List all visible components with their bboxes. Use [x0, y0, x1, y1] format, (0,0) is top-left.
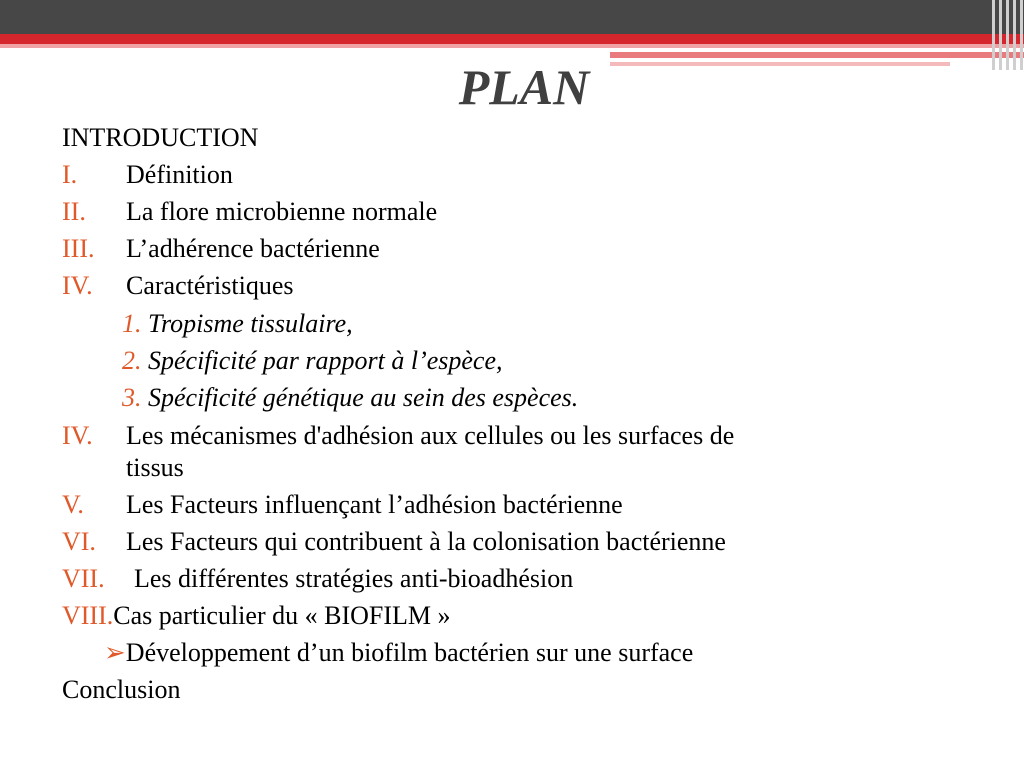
slide-title: PLAN [458, 59, 590, 115]
item-number: IV. [62, 271, 93, 300]
item-number: III. [62, 234, 95, 263]
sub-item-3 [122, 382, 578, 414]
bullet-text: Développement d’un biofilm bactérien sur une surface [125, 638, 694, 667]
item-text: Les Facteurs influençant l’adhésion bactérienne [126, 490, 623, 519]
item-text: L’adhérence bactérienne [126, 234, 380, 263]
sub-item-text: Spécificité génétique au sein des espèces. [148, 383, 579, 412]
sub-item-2 [122, 345, 503, 377]
item-text-continued: tissus [126, 453, 184, 482]
arrow-bullet-icon: ➢ [104, 638, 126, 667]
item-text: Cas particulier du « BIOFILM » [113, 601, 451, 630]
item-number: VII. [62, 564, 105, 593]
sub-item-text: Tropisme tissulaire, [148, 309, 353, 338]
conclusion-line: Conclusion [62, 675, 181, 704]
item-number: V. [62, 490, 84, 519]
top-pink-stripe [0, 44, 1024, 48]
item-number: VI. [62, 527, 96, 556]
item-text: La flore microbienne normale [126, 197, 438, 226]
top-red-stripe [0, 34, 1024, 44]
bullet-item [104, 637, 693, 669]
item-text: Les mécanismes d'adhésion aux cellules ou les surfaces de [126, 421, 735, 450]
item-number: I. [62, 160, 78, 189]
list-item-5 [0, 420, 1024, 484]
item-number: IV. [62, 421, 93, 450]
item-number: VIII. [62, 601, 114, 630]
item-text: Les différentes stratégies anti-bioadhésion [134, 564, 574, 593]
top-bar [0, 0, 1024, 34]
sub-item-number: 1. [122, 309, 142, 338]
item-number: II. [62, 197, 86, 226]
introduction-line: INTRODUCTION [62, 123, 259, 152]
sub-item-1 [122, 308, 353, 340]
item-text: Caractéristiques [126, 271, 294, 300]
sub-item-number: 2. [122, 346, 142, 375]
sub-item-number: 3. [122, 383, 142, 412]
item-text: Définition [126, 160, 233, 189]
list-item-9 [62, 600, 451, 632]
sub-item-text: Spécificité par rapport à l’espèce, [148, 346, 503, 375]
item-text: Les Facteurs qui contribuent à la colonisation bactérienne [126, 527, 726, 556]
